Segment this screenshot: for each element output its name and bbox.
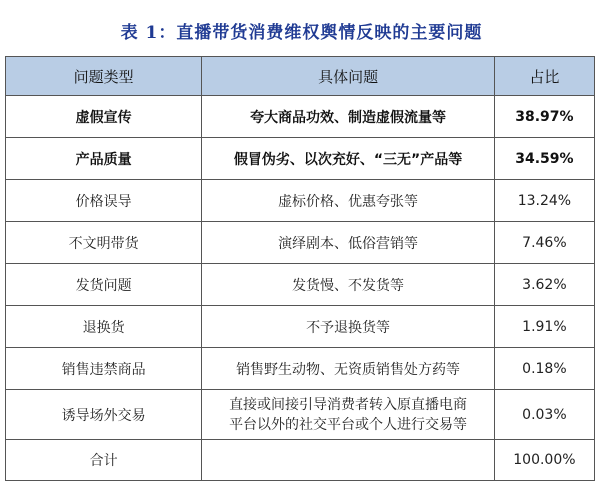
share-cell: 0.18%	[494, 348, 594, 390]
issue-type-cell: 产品质量	[6, 138, 202, 180]
share-cell: 38.97%	[494, 96, 594, 138]
table-row	[6, 390, 595, 440]
issue-detail-cell: 不予退换货等	[202, 306, 494, 348]
issue-type-cell: 退换货	[6, 306, 202, 348]
issue-detail-line: 平台以外的社交平台或个人进行交易等	[229, 416, 468, 433]
share-cell: 7.46%	[494, 222, 594, 264]
issue-detail-cell	[202, 390, 494, 440]
issue-detail-line: 直接或间接引导消费者转入原直播电商	[229, 396, 468, 413]
table-row	[6, 96, 595, 138]
total-detail-cell	[202, 440, 494, 481]
issue-detail-cell: 发货慢、不发货等	[202, 264, 494, 306]
table-row	[6, 348, 595, 390]
issues-table	[5, 56, 595, 481]
table-row	[6, 306, 595, 348]
header-issue-type: 问题类型	[6, 57, 202, 96]
issue-type-cell: 不文明带货	[6, 222, 202, 264]
table-total-row	[6, 440, 595, 481]
table-row	[6, 180, 595, 222]
table-title: 表 1：直播带货消费维权舆情反映的主要问题	[120, 23, 483, 43]
issue-detail-cell: 虚标价格、优惠夸张等	[202, 180, 494, 222]
table-row	[6, 138, 595, 180]
header-share: 占比	[494, 57, 594, 96]
share-cell: 3.62%	[494, 264, 594, 306]
issue-type-cell: 虚假宣传	[6, 96, 202, 138]
header-issue-detail: 具体问题	[202, 57, 494, 96]
total-label-cell: 合计	[6, 440, 202, 481]
issue-detail-cell: 销售野生动物、无资质销售处方药等	[202, 348, 494, 390]
table-row	[6, 222, 595, 264]
issue-detail-cell: 演绎剧本、低俗营销等	[202, 222, 494, 264]
table-header-row	[6, 57, 595, 96]
issue-detail-cell: 夸大商品功效、制造虚假流量等	[202, 96, 494, 138]
issue-type-cell: 发货问题	[6, 264, 202, 306]
total-share-cell: 100.00%	[494, 440, 594, 481]
issue-type-cell: 价格误导	[6, 180, 202, 222]
share-cell: 1.91%	[494, 306, 594, 348]
issue-type-cell: 诱导场外交易	[6, 390, 202, 440]
share-cell: 34.59%	[494, 138, 594, 180]
share-cell: 0.03%	[494, 390, 594, 440]
table-row	[6, 264, 595, 306]
issue-type-cell: 销售违禁商品	[6, 348, 202, 390]
share-cell: 13.24%	[494, 180, 594, 222]
issue-detail-cell: 假冒伪劣、以次充好、“三无”产品等	[202, 138, 494, 180]
